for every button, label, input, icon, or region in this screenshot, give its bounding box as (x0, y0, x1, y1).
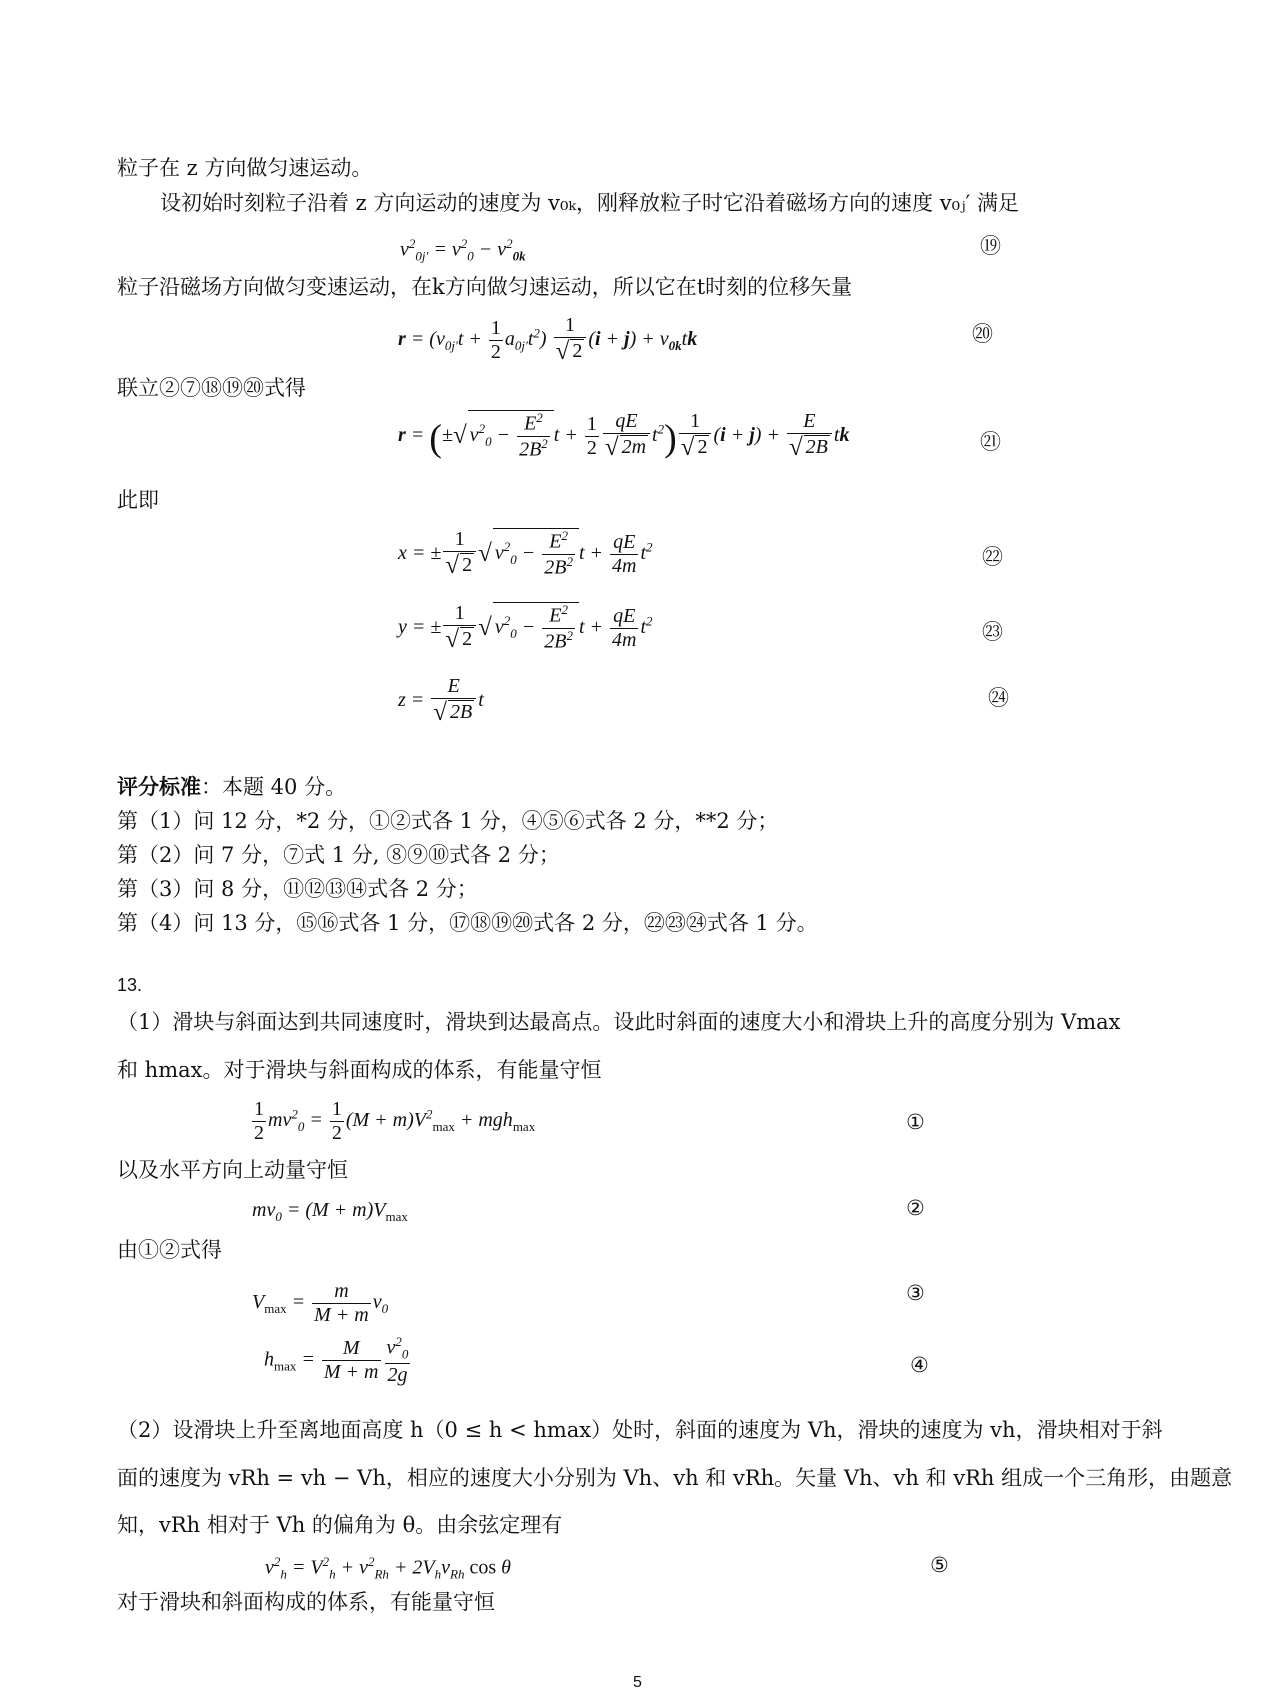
equation-number: ㉒ (982, 545, 1003, 569)
equation-3: $V_{max}$ = $\frac{m}{M + m}$ $v_0$ (252, 1280, 389, 1326)
equation-number: ⑳ (972, 322, 993, 346)
equation-number: ③ (906, 1281, 925, 1305)
equation-2: $mv_0 = (M + m)V_{max}$ (252, 1199, 408, 1224)
text-line: 设初始时刻粒子沿着 z 方向运动的速度为 v₀ₖ，刚释放粒子时它沿着磁场方向的速度 v₀ⱼ′ 满足 (160, 191, 1019, 215)
text-line: 和 hmax。对于滑块与斜面构成的体系，有能量守恒 (117, 1058, 602, 1082)
text-line: 此即 (117, 488, 159, 512)
text-line: 以及水平方向上动量守恒 (117, 1158, 348, 1182)
text-line: 面的速度为 vRh = vh − Vh，相应的速度大小分别为 Vh、vh 和 vRh。矢量 Vh、vh 和 vRh 组成一个三角形，由题意 (117, 1466, 1233, 1490)
text-line: （2）设滑块上升至离地面高度 h（0 ≤ h < hmax）处时，斜面的速度为 Vh，滑块的速度为 vh，滑块相对于斜 (117, 1418, 1163, 1442)
text-line: 知，vRh 相对于 Vh 的偏角为 θ。由余弦定理有 (117, 1513, 563, 1537)
text-line: 联立②⑦⑱⑲⑳式得 (117, 376, 306, 400)
equation-number: ④ (910, 1353, 929, 1377)
equation-number: ⑤ (930, 1553, 949, 1577)
scoring-line: 第（1）问 12 分，*2 分，①②式各 1 分，④⑤⑥式各 2 分，**2 分； (117, 809, 779, 833)
equation-1: $\frac{1}{2}$ $mv^2_0$ = $\frac{1}{2}$ $(M + m)V^2_{max} + mgh_{max}$ (254, 1098, 536, 1144)
equation-20: $r = (v_{0j'}t$ + $\frac{1}{2}$ $a_{0j'}t^2$) $\frac{1}{√ 2}$ $(i + j) + v_{0k}tk$ (398, 314, 698, 365)
scoring-line: 第（2）问 7 分，⑦式 1 分, ⑧⑨⑩式各 2 分； (117, 843, 560, 867)
text-line: 对于滑块和斜面构成的体系，有能量守恒 (117, 1590, 495, 1614)
text-line: 粒子沿磁场方向做匀变速运动，在k方向做匀速运动，所以它在t时刻的位移矢量 (117, 275, 853, 299)
text-line: （1）滑块与斜面达到共同速度时，滑块到达最高点。设此时斜面的速度大小和滑块上升的高度分别为 Vmax (117, 1010, 1121, 1034)
equation-22: x = ± $\frac{1}{√ 2}$ √ $v^2_0$ − $\frac{E^2}{2B^2}$ t + $\frac{qE}{4m}$ $t^2$ (398, 528, 653, 579)
equation-number: ㉓ (982, 620, 1003, 644)
scoring-total: ：本题 40 分。 (201, 775, 347, 799)
equation-number: ⑲ (980, 234, 1001, 258)
equation-number: ㉔ (988, 686, 1009, 710)
question-number: 13. (117, 975, 143, 995)
equation-number: ㉑ (980, 430, 1001, 454)
equation-24: z = $\frac{E}{√ 2B}$ t (398, 675, 484, 726)
scoring-label: 评分标准 (117, 774, 201, 799)
equation-number: ② (906, 1196, 925, 1220)
scoring-heading (117, 776, 346, 798)
scoring-line: 第（3）问 8 分，⑪⑫⑬⑭式各 2 分； (117, 877, 478, 901)
equation-5: $v^2_h = V^2_h + v^2_{Rh} + 2V_hv_{Rh}$ cos θ (265, 1554, 511, 1582)
page-number: 5 (633, 1674, 642, 1691)
equation-21: r = (±√ $v^2_0$ − $\frac{E^2}{2B^2}$ t + $\frac{1}{2}$ $\frac{qE}{√ 2m}$ $t^2$) $\frac{1}{√ 2}$ (i + j) + $\frac{E}{√ 2B}$ tk (398, 410, 850, 461)
scoring-line: 第（4）问 13 分，⑮⑯式各 1 分，⑰⑱⑲⑳式各 2 分，㉒㉓㉔式各 1 分。 (117, 911, 818, 935)
equation-number: ① (906, 1110, 925, 1134)
equation-19: $v^2_{0j'} = v^2_0 - v^2_{0k}$ (400, 236, 526, 264)
equation-23: y = ± $\frac{1}{√ 2}$ √ $v^2_0$ − $\frac{E^2}{2B^2}$ t + $\frac{qE}{4m}$ $t^2$ (398, 602, 653, 653)
text-line: 由①②式得 (117, 1238, 222, 1262)
text-line: 粒子在 z 方向做匀速运动。 (117, 156, 373, 180)
equation-4: $h_{max}$ = $\frac{M}{M + m}$ $\frac{v^2_0}{2g}$ (264, 1334, 409, 1386)
